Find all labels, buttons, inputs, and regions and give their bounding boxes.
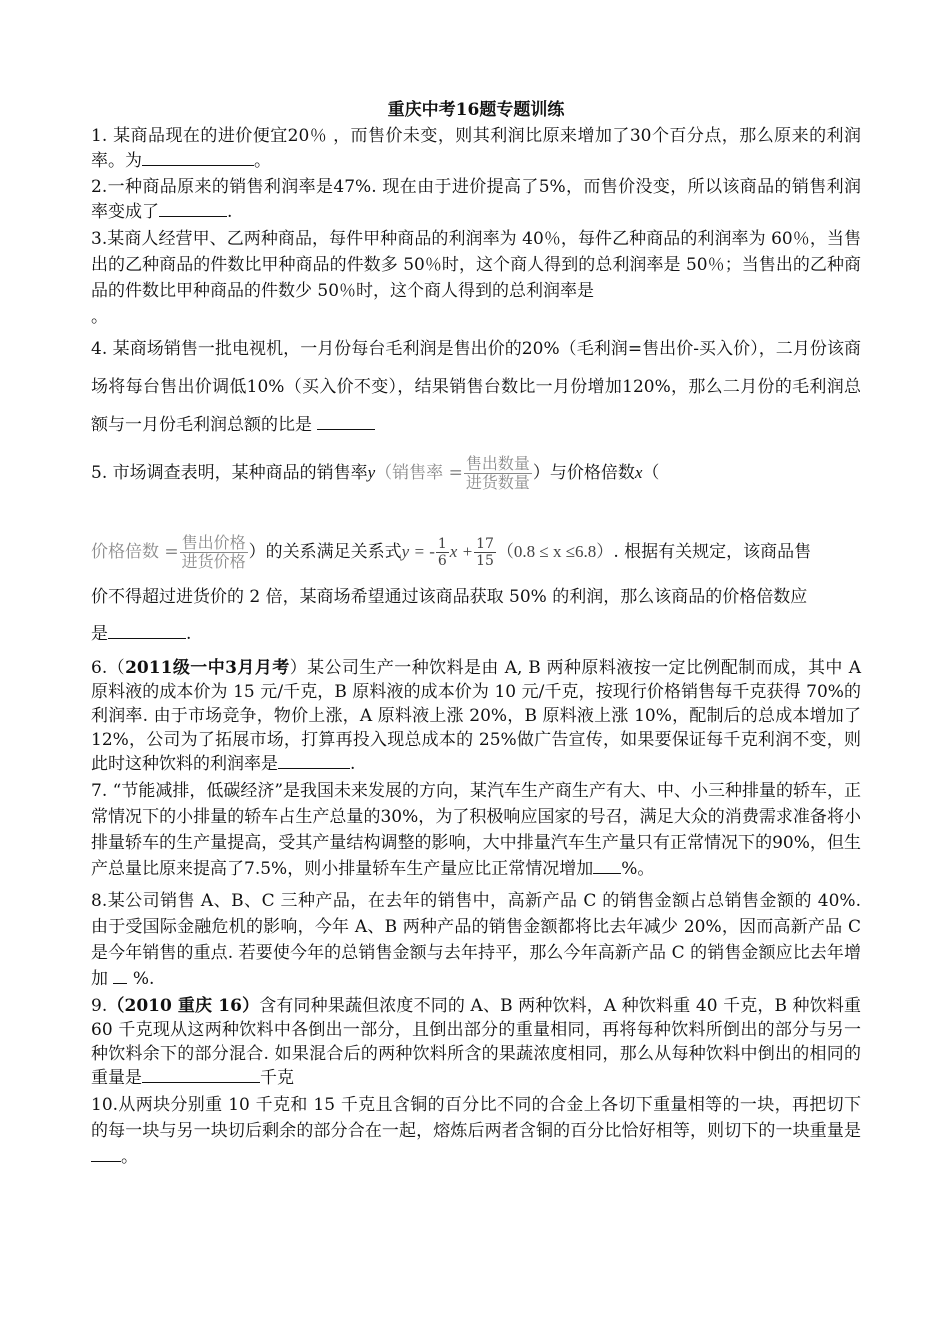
question-9-source: （2010 重庆 16） (107, 996, 260, 1016)
question-2-text: 2.一种商品原来的销售利润率是47%. 现在由于进价提高了5%，而售价没变，所以该商品的销售利润率变成了 (91, 177, 861, 222)
question-3 (91, 226, 861, 330)
question-7 (91, 778, 861, 882)
answer-blank-1 (142, 150, 254, 166)
paren-open-2: （ (642, 463, 660, 483)
question-8 (91, 888, 861, 992)
question-6-lead: 6.（ (91, 658, 126, 678)
question-9-end: 千克 (260, 1068, 294, 1088)
fraction-1-6 (436, 536, 449, 569)
question-10-end: 。 (121, 1147, 138, 1167)
question-5-line-4 (91, 616, 861, 652)
question-6-text: ）某公司生产一种饮料是由 A, B 两种原料液按一定比例配制而成，其中 A 原料液的成本价为 15 元/千克，B 原料液的成本价为 10 元/千克，按现行价格销售每千克获得 70%的利润率. 由于市场竞争，物价上涨，A 原料液上涨 20%，B 原料液上涨 10%，配制后的总成本增加了 12%，公司为了拓展市场，打算再投入现总成本的 25%做广告宣传，如果要保证每千克利润不变，则此时这种饮料的利润率是 (91, 658, 861, 774)
question-5-mid: ）与价格倍数 (532, 463, 635, 483)
answer-blank-6 (278, 753, 350, 769)
question-10-text: 10.从两块分别重 10 千克和 15 千克且含铜的百分比不同的合金上各切下重量相等的一块，再把切下的每一块与另一块切后剩余的部分合在一起，熔炼后两者含铜的百分比恰好相等，则切下的一块重量是 (91, 1095, 861, 1141)
equation-lhs: y = - (401, 542, 435, 561)
fraction-17-15-den: 15 (476, 553, 494, 569)
question-4-text: 4. 某商场销售一批电视机，一月份每台毛利润是售出价的20%（毛利润=售出价-买入价），二月份该商场将每台售出价调低10%（买入价不变），结果销售台数比一月份增加120%，那么二月份的毛利润总额与一月份毛利润总额的比是 (91, 339, 861, 435)
question-1-text: 1. 某商品现在的进价便宜20％ ，而售价未变，则其利润比原来增加了30个百分点，那么原来的利润率。为 (91, 126, 861, 171)
mult-label: 价格倍数 = (91, 542, 179, 562)
question-1-end: 。 (254, 150, 271, 171)
mult-numerator: 售出价格 (181, 533, 246, 552)
question-2 (91, 175, 861, 224)
question-5-line-2 (91, 530, 861, 574)
fraction-1-6-den: 6 (437, 553, 447, 569)
rate-fraction (464, 455, 532, 492)
question-9-text: 含有同种果蔬但浓度不同的 A、B 两种饮料，A 种饮料重 40 千克，B 种饮料重 60 千克现从这两种饮料中各倒出一部分，且倒出部分的重量相同，再将每种饮料所倒出的部分与另一种饮料余下的部分混合. 如果混合后的两种饮料所含的果蔬浓度相同，那么从每种饮料中倒出的相同的重量是 (91, 996, 862, 1088)
relation-text: ）的关系满足关系式 (248, 542, 402, 562)
answer-blank-4 (317, 414, 375, 430)
question-6-end: . (350, 754, 356, 774)
question-9-lead: 9. (91, 996, 108, 1016)
answer-blank-7 (593, 858, 621, 874)
document-page (91, 98, 861, 1170)
equation-range: （0.8 ≤ x ≤6.8） (496, 542, 614, 561)
mult-denominator: 进货价格 (181, 552, 246, 571)
page-title: 重庆中考16题专题训练 (387, 100, 565, 120)
question-5-line-4-text: 是 (91, 624, 108, 644)
equation-mid: x + (449, 542, 474, 561)
answer-blank-9 (142, 1067, 260, 1083)
rate-denominator: 进货数量 (465, 473, 530, 492)
answer-blank-5 (108, 623, 186, 639)
question-6 (91, 656, 861, 776)
question-7-text: 7. “节能减排，低碳经济”是我国未来发展的方向，某汽车生产商生产有大、中、小三种排量的轿车，正常情况下的小排量的轿车占生产总量的30%，为了积极响应国家的号召，满足大众的消费需求准备将小排量轿车的生产量提高，受其产量结构调整的影响，大中排量汽车生产量只有正常情况下的90%，但生产总量比原来提高了7.5%，则小排量轿车生产量应比正常情况增加 (91, 781, 862, 879)
question-6-source: 2011级一中3月月考 (125, 658, 290, 678)
fraction-17-15 (474, 536, 496, 569)
var-y: y (367, 463, 376, 482)
question-9 (91, 994, 861, 1090)
question-7-end: %。 (621, 859, 655, 879)
rate-label: 销售率 = (392, 463, 463, 483)
var-x: x (634, 463, 643, 482)
question-3-end: 。 (91, 307, 108, 327)
question-2-end: . (227, 201, 233, 222)
question-3-text: 3.某商人经营甲、乙两种商品，每件甲种商品的利润率为 40％，每件乙种商品的利润率为 60％，当售出的乙种商品的件数比甲种商品的件数多 50％时，这个商人得到的总利润率是 50％；当售出的乙种商品的件数比甲种商品的件数少 50％时，这个商人得到的总利润率是 (91, 229, 861, 301)
mult-fraction (180, 534, 248, 571)
question-5-lead: 5. 市场调查表明，某种商品的销售率 (91, 463, 368, 483)
answer-blank-8 (113, 968, 127, 984)
question-5-line-3: 价不得超过进货价的 2 倍，某商场希望通过该商品获取 50% 的利润，那么该商品的价格倍数应 (91, 587, 808, 607)
fraction-17-15-num: 17 (476, 536, 494, 552)
question-8-text: 8.某公司销售 A、B、C 三种产品，在去年的销售中，高新产品 C 的销售金额占总销售金额的 40%. 由于受国际金融危机的影响，今年 A、B 两种产品的销售金额都将比去年减少 20%，因而高新产品 C 是今年销售的重点. 若要使今年的总销售金额与去年持平，那么今年高新产品 C 的销售金额应比去年增加 (91, 891, 861, 989)
question-8-end: %. (132, 969, 155, 989)
answer-blank-10 (91, 1146, 121, 1162)
question-5-end: . (186, 624, 192, 644)
question-5-after: . 根据有关规定，该商品售 (613, 542, 812, 562)
answer-blank-2 (159, 201, 227, 217)
paren-open: （ (375, 463, 393, 483)
fraction-1-6-num: 1 (437, 536, 447, 552)
question-10 (91, 1092, 861, 1170)
question-4 (91, 330, 861, 444)
question-5-line-1 (91, 450, 861, 496)
rate-numerator: 售出数量 (465, 454, 530, 473)
question-1 (91, 124, 861, 173)
